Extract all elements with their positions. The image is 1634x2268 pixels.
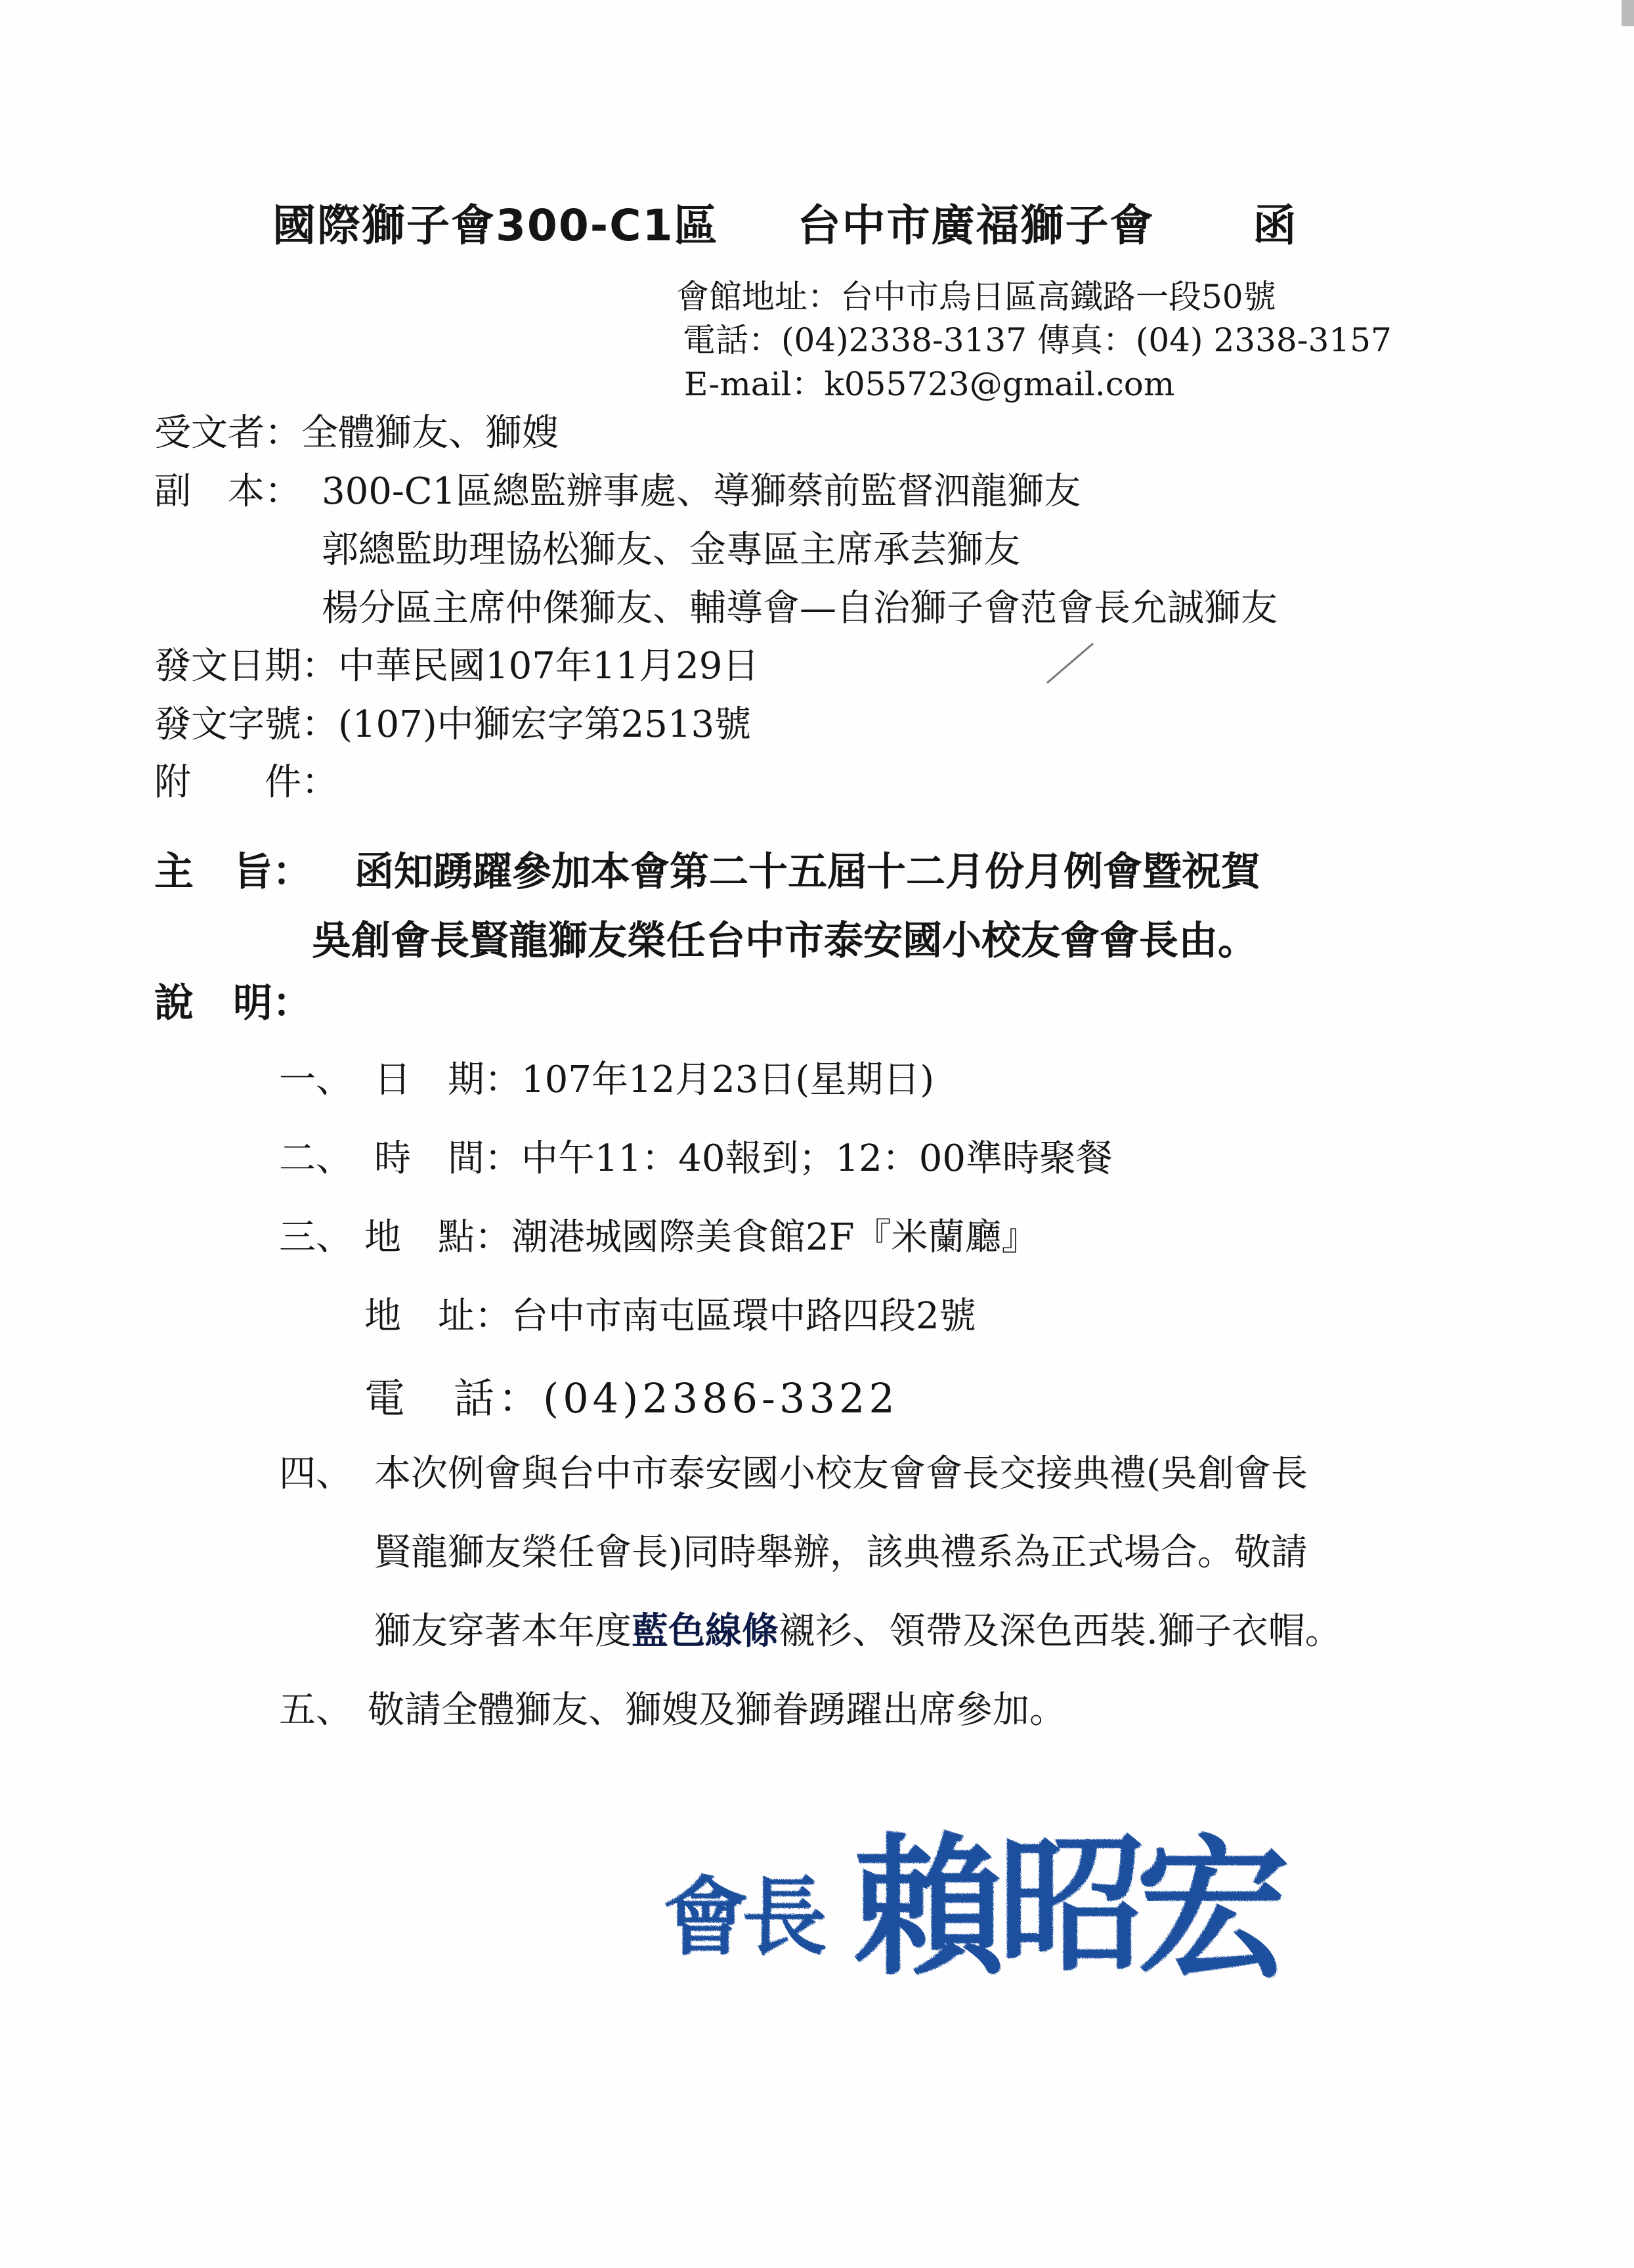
item-4-text-3a: 獅友穿著本年度 — [374, 1610, 632, 1653]
doc-number: (107)中獅宏字第2513號 — [338, 703, 752, 746]
item-2-text: 時 間：中午11：40報到；12：00準時聚餐 — [374, 1137, 1113, 1180]
pen-stroke-mark — [1044, 640, 1096, 686]
item-3-text: 地 點：潮港城國際美食館2F『米蘭廳』 — [364, 1216, 1039, 1259]
item-1-text: 日 期：107年12月23日(星期日) — [374, 1058, 935, 1101]
venue-address: 地 址：台中市南屯區環中路四段2號 — [364, 1295, 976, 1338]
club-name: 台中市廣福獅子會 — [797, 200, 1155, 251]
club-address: 會館地址：台中市烏日區高鐵路一段50號 — [676, 278, 1276, 316]
recipient-label: 受文者： — [154, 412, 301, 454]
doc-number-label: 發文字號： — [154, 703, 338, 746]
cc-line-1: 300-C1區總監辦事處、導獅蔡前監督泗龍獅友 — [322, 470, 1081, 513]
item-5 — [279, 1681, 1066, 1734]
signature-title-2: 長 — [742, 1867, 828, 1967]
recipient: 全體獅友、獅嫂 — [301, 412, 559, 454]
item-4-line-2: 賢龍獅友榮任會長)同時舉辦，該典禮系為正式場合。敬請 — [374, 1531, 1308, 1574]
subject-line-2: 吳創會長賢龍獅友榮任台中市泰安國小校友會會長由。 — [312, 918, 1257, 964]
issue-date: 中華民國107年11月29日 — [338, 645, 760, 687]
item-4-line-1 — [279, 1445, 1308, 1497]
item-4-line-3 — [374, 1602, 1342, 1655]
org-name: 國際獅子會300-C1區 — [272, 200, 719, 251]
issue-date-line — [154, 637, 759, 689]
cc-line-2: 郭總監助理協松獅友、金專區主席承芸獅友 — [322, 529, 1020, 571]
signature-title: 會 — [663, 1867, 749, 1967]
president-signature-stamp — [663, 1786, 1293, 1986]
subject-line-1: 函知踴躍參加本會第二十五屆十二月份月例會暨祝賀 — [355, 849, 1260, 895]
attachment-label: 附 件： — [154, 761, 338, 804]
recipient-line — [154, 404, 559, 456]
document-title — [272, 190, 1298, 253]
item-3 — [279, 1208, 1038, 1261]
signature-graphic — [663, 1786, 1293, 1983]
signature-name-3: 宏 — [1136, 1819, 1290, 1983]
club-phone-fax: 電話：(04)2338-3137 傳真：(04) 2338-3157 — [683, 321, 1392, 359]
doc-number-line — [154, 695, 751, 748]
item-2-number: 二、 — [279, 1137, 353, 1180]
issue-date-label: 發文日期： — [154, 645, 338, 687]
item-1-number: 一、 — [279, 1058, 353, 1101]
signature-name-1: 賴 — [853, 1819, 1005, 1983]
subject-label: 主 旨： — [154, 849, 312, 895]
cc-label: 副 本： — [154, 470, 301, 513]
item-3-number: 三、 — [279, 1216, 353, 1259]
item-5-text: 敬請全體獅友、獅嫂及獅眷踴躍出席參加。 — [368, 1689, 1066, 1732]
item-1 — [279, 1051, 934, 1103]
scan-edge-mark — [1622, 0, 1634, 26]
club-email: E-mail：k055723@gmail.com — [684, 365, 1175, 403]
item-5-number: 五、 — [279, 1689, 353, 1732]
signature-name-2: 昭 — [998, 1819, 1146, 1983]
venue-phone: 電 話：(04)2386-3322 — [364, 1374, 899, 1422]
cc-line-3: 楊分區主席仲傑獅友、輔導會—自治獅子會范會長允誠獅友 — [322, 587, 1278, 630]
item-4-text-3b: 襯衫、領帶及深色西裝.獅子衣帽。 — [779, 1610, 1342, 1653]
doc-type: 函 — [1253, 200, 1298, 251]
item-4-number: 四、 — [279, 1452, 353, 1495]
item-4-text-1: 本次例會與台中市泰安國小校友會會長交接典禮(吳創會長 — [374, 1452, 1308, 1495]
item-2 — [279, 1129, 1113, 1182]
blue-stripe-emphasis: 藍色線條 — [632, 1609, 779, 1653]
explanation-label: 說 明： — [154, 980, 312, 1026]
